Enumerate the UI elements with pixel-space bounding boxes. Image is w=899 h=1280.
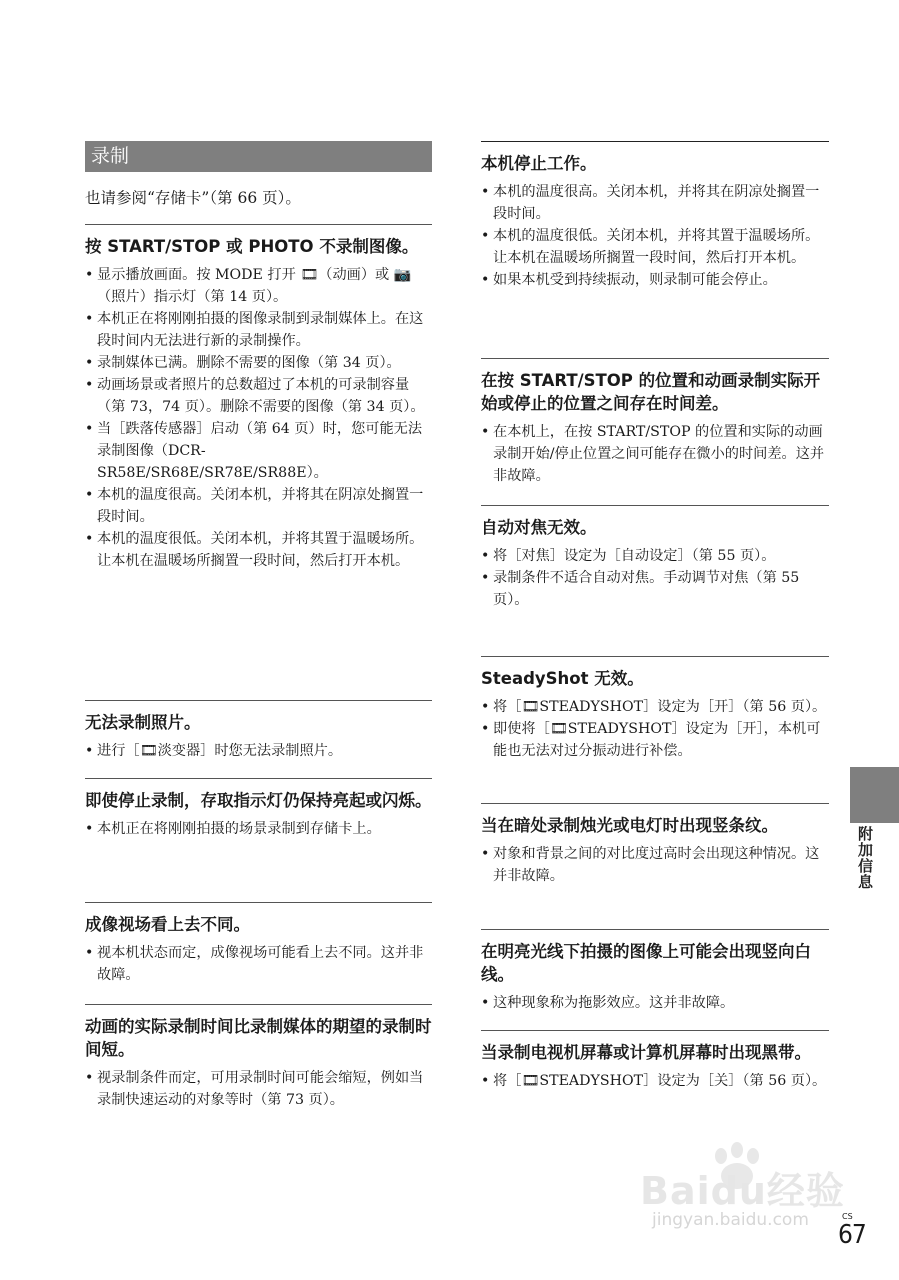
list-item: • 本机的温度很高。关闭本机，并将其在阴凉处搁置一段时间。	[85, 484, 432, 528]
topic-list	[481, 696, 829, 762]
list-item: • 对象和背景之间的对比度过高时会出现这种情况。这并非故障。	[481, 843, 829, 887]
topic-title: 即使停止录制，存取指示灯仍保持亮起或闪烁。	[85, 791, 432, 810]
list-item: • 将［对焦］设定为［自动设定］（第 55 页）。	[481, 545, 829, 567]
topic-title: 在按 START/STOP 的位置和动画录制实际开始或停止的位置之间存在时间差。	[481, 371, 821, 413]
topic-list	[85, 942, 432, 986]
topic-title: 动画的实际录制时间比录制媒体的期望的录制时间短。	[85, 1017, 432, 1059]
topic-list	[85, 740, 432, 762]
topic-title: 自动对焦无效。	[481, 518, 597, 537]
topic-list	[85, 264, 432, 572]
topic-list	[85, 818, 432, 840]
list-item: • 本机正在将刚刚拍摄的场景录制到存储卡上。	[85, 818, 432, 840]
list-item: • 即使将［🎞STEADYSHOT］设定为［开］，本机可能也无法对过分振动进行补偿。	[481, 718, 829, 762]
list-item: • 录制条件不适合自动对焦。手动调节对焦（第 55 页）。	[481, 567, 829, 611]
topic-title: 当录制电视机屏幕或计算机屏幕时出现黑带。	[481, 1043, 811, 1062]
topic	[85, 902, 432, 986]
page-number: 67	[838, 1220, 866, 1250]
list-item: • 如果本机受到持续振动，则录制可能会停止。	[481, 269, 829, 291]
list-item: • 本机的温度很低。关闭本机，并将其置于温暖场所。让本机在温暖场所搁置一段时间，然后打开本机。	[85, 528, 432, 572]
side-tab	[850, 767, 899, 823]
list-item: • 将［🎞STEADYSHOT］设定为［开］（第 56 页）。	[481, 696, 829, 718]
list-item: • 动画场景或者照片的总数超过了本机的可录制容量（第 73，74 页）。删除不需要的图像（第 34 页）。	[85, 374, 432, 418]
topic-list	[481, 181, 829, 291]
topic-title: SteadyShot 无效。	[481, 669, 644, 688]
topic	[481, 656, 829, 762]
list-item: • 录制媒体已满。删除不需要的图像（第 34 页）。	[85, 352, 432, 374]
list-item: • 将［🎞STEADYSHOT］设定为［关］（第 56 页）。	[481, 1070, 829, 1092]
topic	[481, 803, 829, 887]
topic	[481, 141, 829, 291]
topic-list	[481, 992, 829, 1014]
topic-title: 当在暗处录制烛光或电灯时出现竖条纹。	[481, 816, 778, 835]
topic-list	[481, 1070, 829, 1092]
section-title: 录制	[85, 141, 432, 172]
topic-title: 本机停止工作。	[481, 154, 597, 173]
list-item: • 进行［🎞淡变器］时您无法录制照片。	[85, 740, 432, 762]
list-item: • 当［跌落传感器］启动（第 64 页）时，您可能无法录制图像（DCR-SR58E/SR68E/SR78E/SR88E）。	[85, 418, 432, 484]
topic	[481, 505, 829, 611]
topic	[85, 224, 432, 572]
topic	[481, 358, 829, 487]
topic-title: 无法录制照片。	[85, 713, 201, 732]
watermark-brand: Baidu经验	[640, 1169, 845, 1213]
language-code: CS	[842, 1212, 853, 1221]
topic-list	[85, 1067, 432, 1111]
topic-list	[481, 545, 829, 611]
side-tab-label: 附加信息	[856, 826, 874, 890]
topic-title: 成像视场看上去不同。	[85, 915, 250, 934]
topic	[85, 778, 432, 840]
list-item: • 在本机上，在按 START/STOP 的位置和实际的动画录制开始/停止位置之间可能存在微小的时间差。这并非故障。	[481, 421, 829, 487]
watermark-url: jingyan.baidu.com	[652, 1210, 809, 1230]
list-item: • 本机的温度很高。关闭本机，并将其在阴凉处搁置一段时间。	[481, 181, 829, 225]
topic	[85, 700, 432, 762]
topic	[481, 929, 829, 1014]
topic-list	[481, 843, 829, 887]
topic-title: 在明亮光线下拍摄的图像上可能会出现竖向白线。	[481, 942, 811, 984]
intro-text: 也请参阅“存储卡”（第 66 页）。	[85, 189, 301, 207]
topic-list	[481, 421, 829, 487]
topic	[481, 1030, 829, 1092]
topic	[85, 1004, 432, 1111]
list-item: • 视录制条件而定，可用录制时间可能会缩短，例如当录制快速运动的对象等时（第 73 页）。	[85, 1067, 432, 1111]
topic-title: 按 START/STOP 或 PHOTO 不录制图像。	[85, 237, 419, 256]
list-item: • 本机正在将刚刚拍摄的图像录制到录制媒体上。在这段时间内无法进行新的录制操作。	[85, 308, 432, 352]
list-item: • 视本机状态而定，成像视场可能看上去不同。这并非故障。	[85, 942, 432, 986]
list-item: • 这种现象称为拖影效应。这并非故障。	[481, 992, 829, 1014]
list-item: • 本机的温度很低。关闭本机，并将其置于温暖场所。让本机在温暖场所搁置一段时间，然后打开本机。	[481, 225, 829, 269]
list-item: • 显示播放画面。按 MODE 打开 🎞（动画）或 📷（照片）指示灯（第 14 页）。	[85, 264, 432, 308]
